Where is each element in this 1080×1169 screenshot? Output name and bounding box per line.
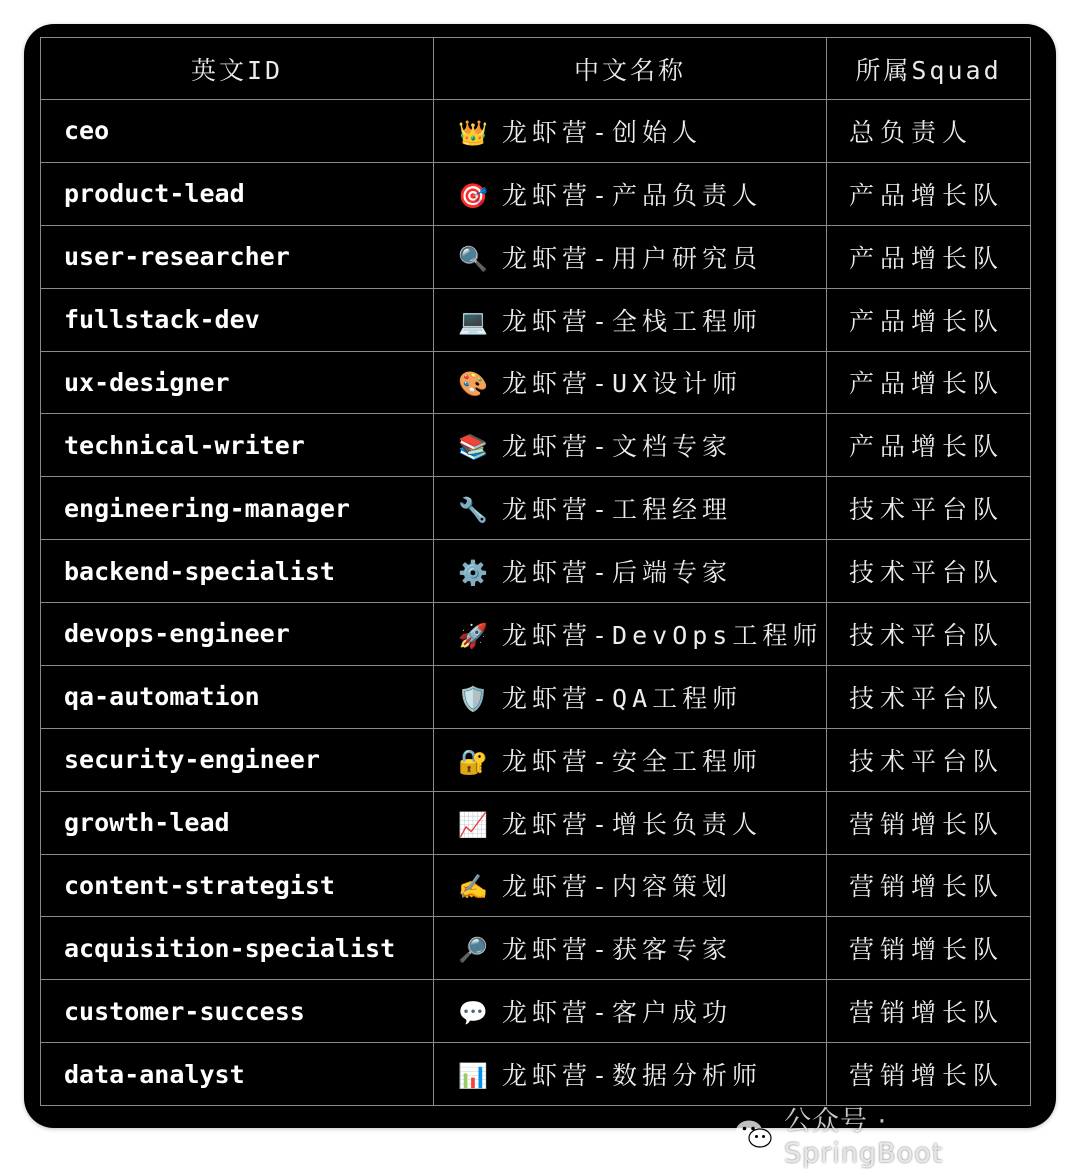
speech-bubble-icon: 💬 [458, 999, 488, 1028]
magnifier-icon: 🔍 [458, 244, 488, 273]
chinese-name-cell [434, 162, 827, 225]
books-icon: 📚 [458, 433, 488, 462]
crown-icon: 👑 [458, 118, 488, 147]
wechat-icon [734, 1118, 774, 1150]
chinese-name-text: 龙虾营-DevOps工程师 [502, 620, 823, 650]
table-row [41, 540, 1031, 603]
english-id-cell: technical-writer [41, 414, 434, 477]
chinese-name-cell [434, 728, 827, 791]
table-row [41, 477, 1031, 540]
watermark-text [784, 1099, 1056, 1169]
gear-icon: ⚙️ [458, 559, 488, 588]
chinese-name-cell [434, 854, 827, 917]
chinese-name-text: 龙虾营-创始人 [502, 117, 703, 147]
chinese-name-cell [434, 414, 827, 477]
table-row [41, 854, 1031, 917]
squad-cell: 产品增长队 [827, 162, 1031, 225]
english-id-cell: acquisition-specialist [41, 917, 434, 980]
squad-cell: 技术平台队 [827, 603, 1031, 666]
watermark [734, 1106, 1056, 1169]
english-id-cell: devops-engineer [41, 603, 434, 666]
chinese-name-text: 龙虾营-客户成功 [502, 998, 733, 1028]
table-row [41, 288, 1031, 351]
squad-cell: 产品增长队 [827, 288, 1031, 351]
chinese-name-text: 龙虾营-用户研究员 [502, 243, 763, 273]
squad-cell: 营销增长队 [827, 917, 1031, 980]
english-id-cell: customer-success [41, 980, 434, 1043]
chinese-name-cell [434, 1043, 827, 1106]
table-row [41, 225, 1031, 288]
squad-cell: 产品增长队 [827, 414, 1031, 477]
laptop-icon: 💻 [458, 307, 488, 336]
agent-roster-table [40, 37, 1031, 1106]
squad-cell: 营销增长队 [827, 791, 1031, 854]
chinese-name-text: 龙虾营-工程经理 [502, 495, 733, 525]
chinese-name-cell [434, 100, 827, 163]
table-row [41, 414, 1031, 477]
chinese-name-text: 龙虾营-UX设计师 [502, 369, 743, 399]
english-id-cell: product-lead [41, 162, 434, 225]
table-row [41, 791, 1031, 854]
table-row [41, 728, 1031, 791]
chinese-name-cell [434, 540, 827, 603]
chinese-name-text: 龙虾营-获客专家 [502, 935, 733, 965]
chinese-name-text: 龙虾营-数据分析师 [502, 1061, 763, 1091]
palette-icon: 🎨 [458, 370, 488, 399]
english-id-cell: fullstack-dev [41, 288, 434, 351]
english-id-cell: engineering-manager [41, 477, 434, 540]
english-id-cell: qa-automation [41, 665, 434, 728]
english-id-cell: content-strategist [41, 854, 434, 917]
chinese-name-cell [434, 288, 827, 351]
watermark-account: SpringBoot [784, 1138, 944, 1169]
writing-hand-icon: ✍️ [458, 873, 488, 902]
table-row [41, 665, 1031, 728]
watermark-prefix: 公众号 [784, 1106, 868, 1137]
chinese-name-cell [434, 917, 827, 980]
chinese-name-text: 龙虾营-全栈工程师 [502, 306, 763, 336]
target-icon: 🎯 [458, 181, 488, 210]
chinese-name-cell [434, 351, 827, 414]
rocket-icon: 🚀 [458, 621, 488, 650]
english-id-cell: backend-specialist [41, 540, 434, 603]
english-id-cell: data-analyst [41, 1043, 434, 1106]
chinese-name-text: 龙虾营-文档专家 [502, 432, 733, 462]
table-row [41, 1043, 1031, 1106]
table-row [41, 100, 1031, 163]
chinese-name-text: 龙虾营-安全工程师 [502, 746, 763, 776]
chart-up-icon: 📈 [458, 810, 488, 839]
english-id-cell: ceo [41, 100, 434, 163]
squad-cell: 技术平台队 [827, 728, 1031, 791]
watermark-separator: · [877, 1106, 888, 1137]
squad-cell: 技术平台队 [827, 665, 1031, 728]
chinese-name-text: 龙虾营-后端专家 [502, 558, 733, 588]
chinese-name-text: 龙虾营-增长负责人 [502, 809, 763, 839]
chinese-name-text: 龙虾营-内容策划 [502, 872, 733, 902]
lock-icon: 🔐 [458, 747, 488, 776]
english-id-cell: growth-lead [41, 791, 434, 854]
table-row [41, 162, 1031, 225]
wrench-icon: 🔧 [458, 496, 488, 525]
squad-cell: 营销增长队 [827, 854, 1031, 917]
squad-cell: 产品增长队 [827, 351, 1031, 414]
header-squad: 所属Squad [827, 38, 1031, 100]
magnifier-right-icon: 🔎 [458, 936, 488, 965]
table-row [41, 980, 1031, 1043]
chinese-name-cell [434, 225, 827, 288]
terminal-card [24, 24, 1056, 1169]
shield-icon: 🛡️ [458, 684, 488, 713]
header-chinese-name: 中文名称 [434, 38, 827, 100]
table-row [41, 603, 1031, 666]
english-id-cell: security-engineer [41, 728, 434, 791]
table-row [41, 351, 1031, 414]
squad-cell: 营销增长队 [827, 980, 1031, 1043]
bar-chart-icon: 📊 [458, 1062, 488, 1091]
table-row [41, 917, 1031, 980]
chinese-name-cell [434, 603, 827, 666]
english-id-cell: ux-designer [41, 351, 434, 414]
chinese-name-cell [434, 791, 827, 854]
english-id-cell: user-researcher [41, 225, 434, 288]
table-header-row [41, 38, 1031, 100]
chinese-name-text: 龙虾营-QA工程师 [502, 683, 743, 713]
squad-cell: 总负责人 [827, 100, 1031, 163]
table-body [41, 100, 1031, 1106]
chinese-name-cell [434, 477, 827, 540]
squad-cell: 产品增长队 [827, 225, 1031, 288]
squad-cell: 技术平台队 [827, 540, 1031, 603]
header-english-id: 英文ID [41, 38, 434, 100]
chinese-name-cell [434, 665, 827, 728]
chinese-name-text: 龙虾营-产品负责人 [502, 180, 763, 210]
chinese-name-cell [434, 980, 827, 1043]
squad-cell: 技术平台队 [827, 477, 1031, 540]
squad-cell: 营销增长队 [827, 1043, 1031, 1106]
